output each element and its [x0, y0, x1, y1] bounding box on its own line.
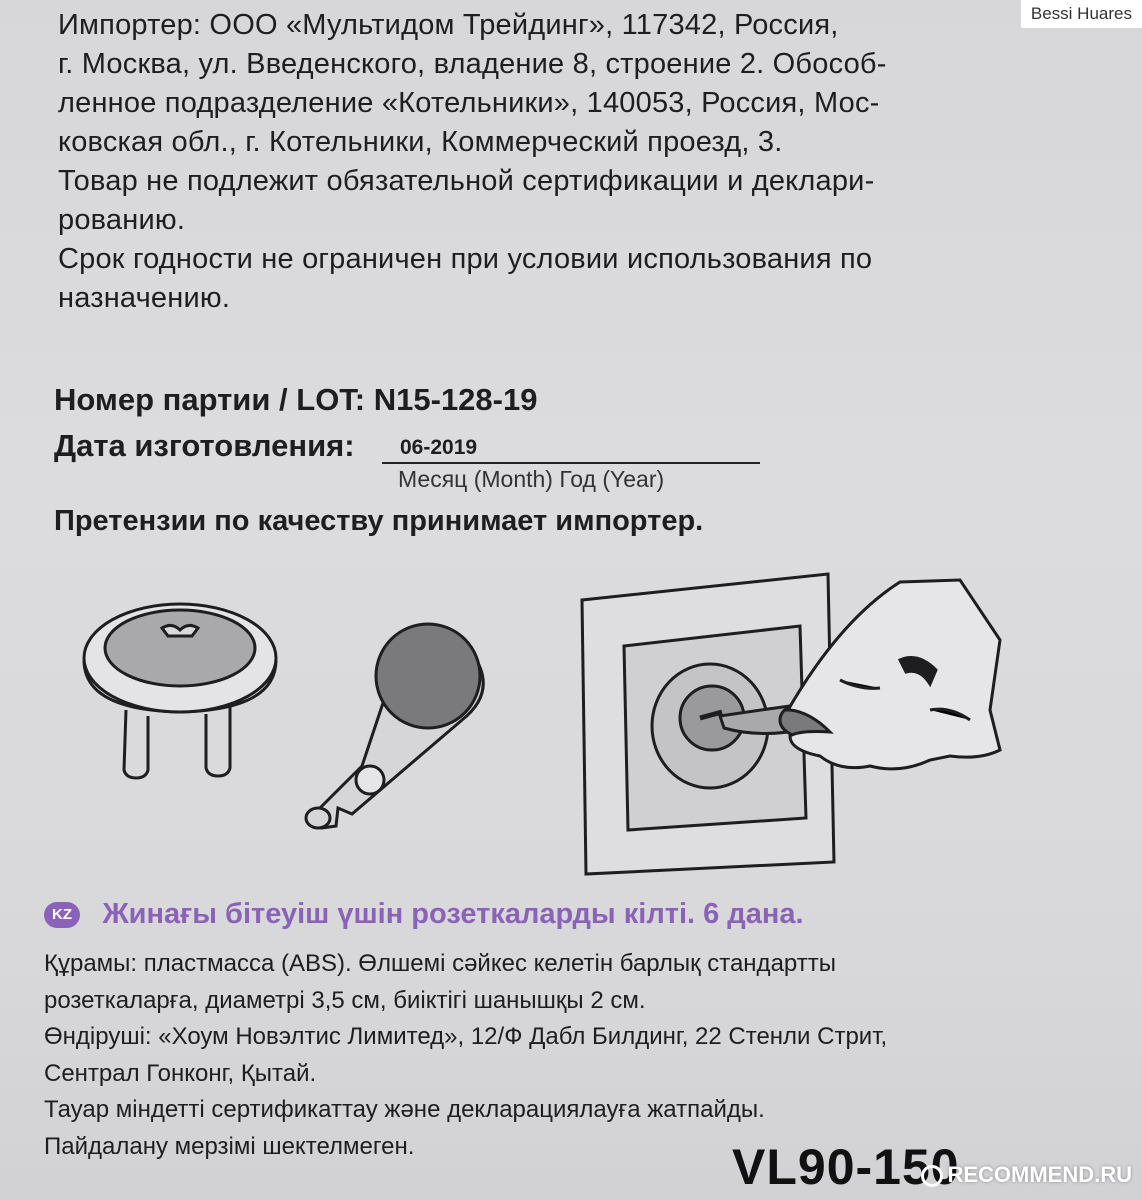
product-code: VL90-150 — [732, 1139, 960, 1195]
text-line: Сентрал Гонконг, Қытай. — [44, 1059, 317, 1087]
russian-importer-text — [58, 6, 1118, 318]
text-line: Тауар міндетті сертификаттау және декларациялауға жатпайды. — [44, 1096, 765, 1123]
socket-with-hand-icon — [582, 574, 1000, 874]
text-line: рованию. — [58, 204, 186, 236]
plug-cap-key-icon — [306, 624, 483, 828]
text-line: г. Москва, ул. Введенского, владение 8, строение 2. Обособ- — [58, 48, 887, 80]
kz-title: Жинағы бітеуіш үшін розеткаларды кілті. 6 дана. — [102, 898, 804, 930]
text-line: Құрамы: пластмасса (ABS). Өлшемі сәйкес келетін барлық стандартты — [44, 950, 836, 977]
outlet-plug-cap-icon — [84, 604, 276, 778]
text-line: Пайдалану мерзімі шектелмеген. — [44, 1132, 415, 1160]
manufacture-date-value: 06-2019 — [400, 436, 478, 459]
text-line: Өндіруші: «Хоум Новэлтис Лимитед», 12/Ф Дабл Билдинг, 22 Стенли Стрит, — [44, 1023, 888, 1050]
watermark-text: RECOMMEND.RU — [947, 1162, 1132, 1187]
date-underline — [382, 462, 760, 464]
text-line: ленное подразделение «Котельники», 140053, Россия, Мос- — [58, 87, 880, 119]
lot-info — [54, 380, 954, 420]
date-caption: Месяц (Month) Год (Year) — [398, 466, 665, 492]
text-line: розеткаларға, диаметрі 3,5 см, биіктігі шанышқы 2 см. — [44, 986, 646, 1014]
manufacture-date-label: Дата изготовления: — [54, 428, 355, 463]
recommend-logo-icon — [921, 1165, 943, 1187]
kz-language-badge: KZ — [44, 902, 80, 928]
lot-number: Номер партии / LOT: N15-128-19 — [54, 382, 538, 417]
manufacture-date-row — [54, 428, 814, 468]
text-line: ковская обл., г. Котельники, Коммерческий проезд, 3. — [58, 126, 783, 158]
text-line: Импортер: ООО «Мультидом Трейдинг», 117342, Россия, — [58, 9, 839, 41]
text-line: назначению. — [58, 282, 231, 314]
usage-illustration — [0, 560, 1142, 880]
kz-section-heading — [44, 898, 804, 938]
site-watermark — [921, 1162, 1132, 1188]
kazakh-description-text — [44, 946, 1104, 1165]
text-line: Срок годности не ограничен при условии использования по — [58, 243, 873, 275]
quality-claims-text: Претензии по качеству принимает импортер. — [54, 505, 704, 537]
text-line: Товар не подлежит обязательной сертификации и деклари- — [58, 165, 875, 197]
user-name-tag[interactable]: Bessi Huares — [1021, 0, 1142, 28]
